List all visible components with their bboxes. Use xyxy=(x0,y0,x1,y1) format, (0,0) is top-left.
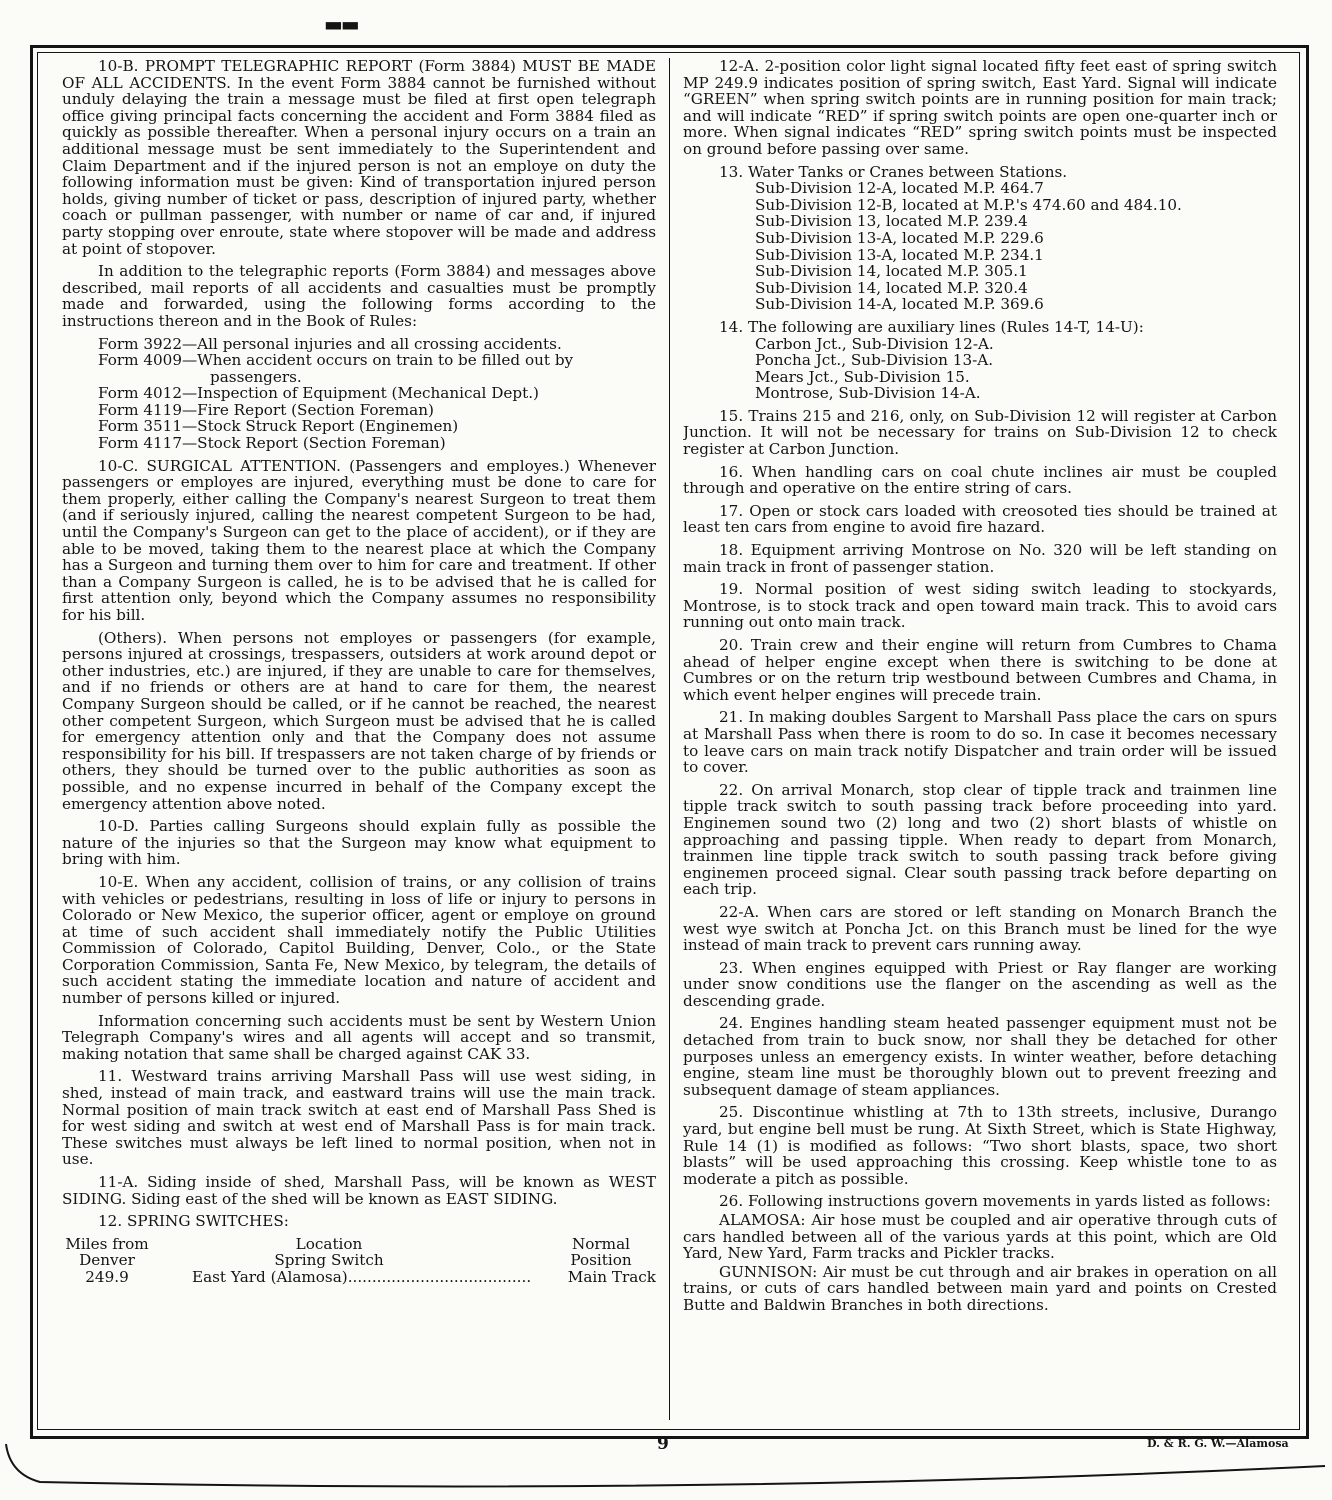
rule-20: 20. Train crew and their engine will return from Cumbres to Chama ahead of helper engine except when there is switching to be done at Cumbres or on the return trip westbound between Cumbres and Chama, in which event helper engines will precede train. xyxy=(683,636,1277,704)
list-item: Poncha Jct., Sub-Division 13-A. xyxy=(755,351,994,370)
list-item: Montrose, Sub-Division 14-A. xyxy=(755,384,981,403)
auxiliary-lines-list xyxy=(755,336,1277,402)
form-item: Form 4009—When accident occurs on train to be filled out by passengers. xyxy=(98,351,574,386)
form-item: Form 4119—Fire Report (Section Foreman) xyxy=(98,400,434,419)
list-item: Sub-Division 13-A, located M.P. 234.1 xyxy=(755,245,1044,264)
rule-23: 23. When engines equipped with Priest or Ray flanger are working under snow conditions use the flanger on the ascending as well as the descending grade. xyxy=(683,958,1277,1010)
rule-26: 26. Following instructions govern movements in yards listed as follows: xyxy=(719,1192,1271,1211)
left-column xyxy=(62,58,656,1422)
header-spring-switch: Spring Switch xyxy=(274,1251,384,1270)
form-item: Form 4117—Stock Report (Section Foreman) xyxy=(98,434,446,453)
paragraph-mail-reports: In addition to the telegraphic reports (Form 3884) and messages above described, mail reports of all accidents and casualties must be promptly made and forwarded, using the following forms according to the instructions thereon and in the Book of Rules: xyxy=(62,262,656,330)
list-item: Sub-Division 13, located M.P. 239.4 xyxy=(755,212,1028,231)
rule-10e: 10-E. When any accident, collision of trains, or any collision of trains with vehicles or pedestrians, resulting in loss of life or injury to persons in Colorado or New Mexico, the superior officer, agent or employe on ground at time of such accident shall immediately notify the Public Utilities Commission of Colorado, Capitol Building, Denver, Colo., or the State Corporation Commission, Santa Fe, New Mexico, by telegram, the details of such accident stating the immediate location and nature of accident and number of persons killed or injured. xyxy=(62,872,656,1008)
list-item: Sub-Division 14, located M.P. 305.1 xyxy=(755,262,1028,281)
form-item: Form 4012—Inspection of Equipment (Mechanical Dept.) xyxy=(98,384,539,403)
rule-11a: 11-A. Siding inside of shed, Marshall Pass, will be known as WEST SIDING. Siding east of the shed will be known as EAST SIDING. xyxy=(62,1173,656,1208)
railroad-name: D. & R. G. W.—Alamosa xyxy=(1147,1437,1289,1450)
rule-15: 15. Trains 215 and 216, only, on Sub-Division 12 will register at Carbon Junction. It will not be necessary for trains on Sub-Division 12 to check register at Carbon Junction. xyxy=(683,406,1277,459)
page-edge-curve xyxy=(0,1444,1332,1500)
rule-10b: 10-B. PROMPT TELEGRAPHIC REPORT (Form 3884) MUST BE MADE OF ALL ACCIDENTS. In the event Form 3884 cannot be furnished without unduly delaying the train a message must be filed at first open telegraph office giving principal facts concerning the accident and Form 3884 filed as quickly as possible thereafter. When a personal injury occurs on a train an additional message must be sent immediately to the Superintendent and Claim Department and if the injured person is not an employe on duty the following information must be given: Kind of transportation injured person holds, giving number of ticket or pass, description of injured party, whether coach or pullman passenger, with number or name of car and, if injured party stopping over enroute, state where stopover will be made and address at point of stopover. xyxy=(62,58,656,258)
right-column xyxy=(683,58,1277,1422)
header-normal: Normal xyxy=(571,1234,630,1253)
rule-24: 24. Engines handling steam heated passenger equipment must not be detached from train to buck snow, nor shall they be detached for other purposes unless an emergency exists. In winter weather, before detaching engine, steam line must be thoroughly blown out to prevent freezing and subsequent damage of steam appliances. xyxy=(683,1014,1277,1099)
rule-22a: 22-A. When cars are stored or left standing on Monarch Branch the west wye switch at Poncha Jct. on this Branch must be lined for the wye instead of main track to prevent cars running away. xyxy=(683,902,1277,955)
rule-10d: 10-D. Parties calling Surgeons should explain fully as possible the nature of the injuries so that the Surgeon may know what equipment to bring with him. xyxy=(62,817,656,869)
header-location: Location xyxy=(295,1234,363,1253)
list-item: Sub-Division 12-B, located at M.P.'s 474.60 and 484.10. xyxy=(755,195,1182,214)
list-item: Sub-Division 13-A, located M.P. 229.6 xyxy=(755,228,1044,247)
water-tanks-list xyxy=(755,180,1277,313)
table-row xyxy=(62,1269,656,1286)
gunnison-instructions: GUNNISON: Air must be cut through and air brakes in operation on all trains, or cuts of cars handled between main yard and points on Crested Butte and Baldwin Branches in both directions. xyxy=(683,1262,1277,1314)
form-item: Form 3511—Stock Struck Report (Enginemen) xyxy=(98,417,459,436)
cell-location: East Yard (Alamosa)...................................... xyxy=(192,1268,532,1286)
rule-17: 17. Open or stock cars loaded with creosoted ties should be trained at least ten cars from engine to avoid fire hazard. xyxy=(683,501,1277,537)
paragraph-information: Information concerning such accidents must be sent by Western Union Telegraph Company's wires and all agents will accept and so transmit, making notation that same shall be charged against CAK 33. xyxy=(62,1011,656,1063)
header-denver: Denver xyxy=(79,1251,135,1270)
top-mark: ▬▬ xyxy=(324,12,358,36)
rule-25: 25. Discontinue whistling at 7th to 13th streets, inclusive, Durango yard, but engine bell must be rung. At Sixth Street, which is State Highway, Rule 14 (1) is modified as follows: “Two short blasts, space, two short blasts” will be used approaching this crossing. Keep whistle tone to as moderate a pitch as possible. xyxy=(683,1103,1277,1188)
cell-position: Main Track xyxy=(567,1267,656,1286)
rule-13: 13. Water Tanks or Cranes between Stations. xyxy=(719,162,1068,181)
list-item: Sub-Division 12-A, located M.P. 464.7 xyxy=(755,179,1044,198)
column-divider xyxy=(669,58,670,1420)
list-item: Sub-Division 14, located M.P. 320.4 xyxy=(755,278,1028,297)
rule-11: 11. Westward trains arriving Marshall Pass will use west siding, in shed, instead of main track, and eastward trains will use the main track. Normal position of main track switch at east end of Marshall Pass Shed is for west siding and switch at west end of Marshall Pass is for main track. These switches must always be left lined to normal position, when not in use. xyxy=(62,1067,656,1169)
cell-miles: 249.9 xyxy=(85,1267,129,1286)
rule-12a: 12-A. 2-position color light signal located fifty feet east of spring switch MP 249.9 indicates position of spring switch, East Yard. Signal will indicate “GREEN” when spring switch points are in running position for main track; and will indicate “RED” if spring switch points are open one-quarter inch or more. When signal indicates “RED” spring switch points must be inspected on ground before passing over same. xyxy=(683,58,1277,158)
list-item: Mears Jct., Sub-Division 15. xyxy=(755,367,970,386)
header-position: Position xyxy=(570,1251,632,1270)
header-miles-from: Miles from xyxy=(65,1234,149,1253)
spring-switch-table xyxy=(62,1236,656,1286)
form-item: Form 3922—All personal injuries and all crossing accidents. xyxy=(98,334,562,353)
rule-16: 16. When handling cars on coal chute inclines air must be coupled through and operative on the entire string of cars. xyxy=(683,462,1277,498)
page-number: 9 xyxy=(657,1434,669,1454)
rule-22: 22. On arrival Monarch, stop clear of tipple track and trainmen line tipple track switch to south passing track before proceeding into yard. Enginemen sound two (2) long and two (2) short blasts of whistle on approaching and passing tipple. When ready to depart from Monarch, trainmen line tipple track switch to south passing track before giving enginemen proceed signal. Clear south passing track before departing on each trip. xyxy=(683,780,1277,899)
list-item: Carbon Jct., Sub-Division 12-A. xyxy=(755,334,994,353)
rule-21: 21. In making doubles Sargent to Marshall Pass place the cars on spurs at Marshall Pass when there is room to do so. In case it becomes necessary to leave cars on main track notify Dispatcher and train order will be issued to cover. xyxy=(683,708,1277,777)
alamosa-instructions: ALAMOSA: Air hose must be coupled and air operative through cuts of cars handled between all of the various yards at this point, which are Old Yard, New Yard, Farm tracks and Pickler tracks. xyxy=(683,1211,1277,1263)
paragraph-others: (Others). When persons not employes or passengers (for example, persons injured at crossings, trespassers, outsiders at work around depot or other industries, etc.) are injured, if they are unable to care for themselves, and if no friends or others are at hand to care for them, the nearest Company Surgeon should be called, or if he cannot be reached, the nearest other competent Surgeon, which Surgeon must be advised that he is called for emergency attention only and that the Company does not assume responsibility for his bill. If trespassers are not taken charge of by friends or others, they should be turned over to the public authorities as soon as possible, and no expense incurred in behalf of the Company except the emergency attention above noted. xyxy=(62,628,656,813)
rule-14: 14. The following are auxiliary lines (Rules 14-T, 14-U): xyxy=(719,317,1144,336)
rule-10c: 10-C. SURGICAL ATTENTION. (Passengers and employes.) Whenever passengers or employes are injured, everything must be done to care for them properly, either calling the Company's nearest Surgeon to treat them (and if seriously injured, calling the nearest competent Surgeon to be had, until the Company's Surgeon can get to the place of accident), or if they are able to be moved, taking them to the nearest place at which the Company has a Surgeon and turning them over to him for care and treatment. If other than a Company Surgeon is called, he is to be advised that he is called for first attention only, beyond which the Company assumes no responsibility for his bill. xyxy=(62,456,656,624)
rule-12: 12. SPRING SWITCHES: xyxy=(98,1212,289,1231)
list-item: Sub-Division 14-A, located M.P. 369.6 xyxy=(755,295,1044,314)
rule-19: 19. Normal position of west siding switch leading to stockyards, Montrose, is to stock track and open toward main track. This to avoid cars running out onto main track. xyxy=(683,580,1277,632)
rule-18: 18. Equipment arriving Montrose on No. 320 will be left standing on main track in front of passenger station. xyxy=(683,541,1277,576)
forms-list xyxy=(98,336,656,452)
